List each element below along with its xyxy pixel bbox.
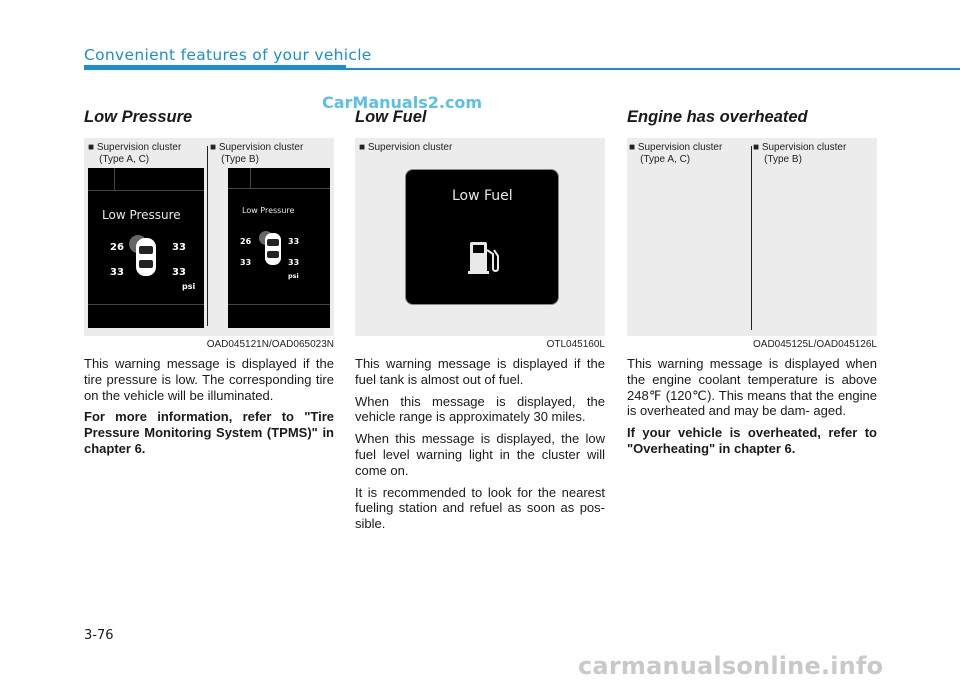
- figure-caption-type-b: ■ Supervision cluster (Type B): [210, 142, 304, 165]
- reference-note: If your vehicle is overheated, refer to "Overheating" in chapter 6.: [627, 425, 877, 456]
- tire-front-left: 26: [240, 237, 252, 246]
- figure-divider: [751, 146, 752, 330]
- figure-caption-type-a: ■ Supervision cluster (Type A, C): [88, 142, 182, 165]
- cluster-screen-type-a: [88, 168, 204, 328]
- figure-code: OAD045125L/OAD045126L: [753, 339, 877, 350]
- figure-code: OAD045121N/OAD065023N: [206, 339, 334, 350]
- section-engine-overheated: [627, 108, 877, 463]
- paragraph: When this message is displayed, the low fuel level warning light in the cluster will come on.: [355, 431, 605, 478]
- figure-code: OTL045160L: [546, 339, 605, 350]
- figure-engine-overheated: [627, 138, 877, 350]
- section-body: [84, 356, 334, 457]
- reference-note: For more information, refer to "Tire Pressure Monitoring System (TPMS)" in chapter 6.: [84, 409, 334, 456]
- tire-rear-left: 33: [110, 267, 124, 278]
- fuel-pump-icon: [466, 238, 502, 276]
- pressure-unit: psi: [182, 282, 196, 291]
- figure-caption-type-b: ■ Supervision cluster (Type B): [753, 142, 847, 165]
- screen-label: Low Pressure: [242, 206, 295, 215]
- page-header: [84, 46, 960, 74]
- paragraph: This warning message is displayed if the fuel tank is almost out of fuel.: [355, 356, 605, 387]
- cluster-screen: [405, 169, 559, 305]
- tire-rear-left: 33: [240, 258, 252, 267]
- screen-label: Low Pressure: [102, 208, 181, 222]
- figure-caption-type-a: ■ Supervision cluster (Type A, C): [629, 142, 723, 165]
- section-low-fuel: [355, 108, 605, 538]
- figure-low-fuel: [355, 138, 605, 350]
- paragraph: It is recommended to look for the nearest fueling station and refuel as soon as pos- sible.: [355, 484, 605, 532]
- section-title: Engine has overheated: [627, 108, 808, 126]
- cluster-screen-type-b: [228, 168, 330, 328]
- pressure-unit: psi: [288, 272, 299, 280]
- figure-low-pressure: [84, 138, 334, 350]
- figure-caption: ■ Supervision cluster: [359, 142, 453, 153]
- tire-front-right: 33: [288, 237, 300, 246]
- section-title: Low Fuel: [355, 108, 427, 126]
- section-low-pressure: [84, 108, 334, 463]
- paragraph: This warning message is displayed if the tire pressure is low. The corresponding tire on the vehicle will be illuminated.: [84, 356, 334, 403]
- watermark-bottom[interactable]: carmanualsonline.info: [578, 652, 884, 680]
- screen-label: Low Fuel: [452, 188, 513, 204]
- header-title: Convenient features of your vehicle: [84, 46, 372, 64]
- car-top-view-icon: [128, 232, 164, 280]
- watermark-top[interactable]: CarManuals2.com: [322, 93, 483, 112]
- tire-front-right: 33: [172, 242, 186, 253]
- section-title: Low Pressure: [84, 108, 193, 126]
- section-body: [355, 356, 605, 532]
- paragraph: When this message is displayed, the vehicle range is approximately 30 miles.: [355, 393, 605, 425]
- tire-front-left: 26: [110, 242, 124, 253]
- tire-rear-right: 33: [288, 258, 300, 267]
- figure-divider: [207, 146, 208, 326]
- page-number: 3-76: [84, 628, 114, 643]
- section-body: [627, 356, 877, 457]
- car-top-view-icon: [258, 228, 288, 268]
- tire-rear-right: 33: [172, 267, 186, 278]
- paragraph: This warning message is displayed when the engine coolant temperature is above 248℉ (120℃). This means that the engine is overheated and may be dam- aged.: [627, 356, 877, 419]
- header-rule: [84, 68, 960, 70]
